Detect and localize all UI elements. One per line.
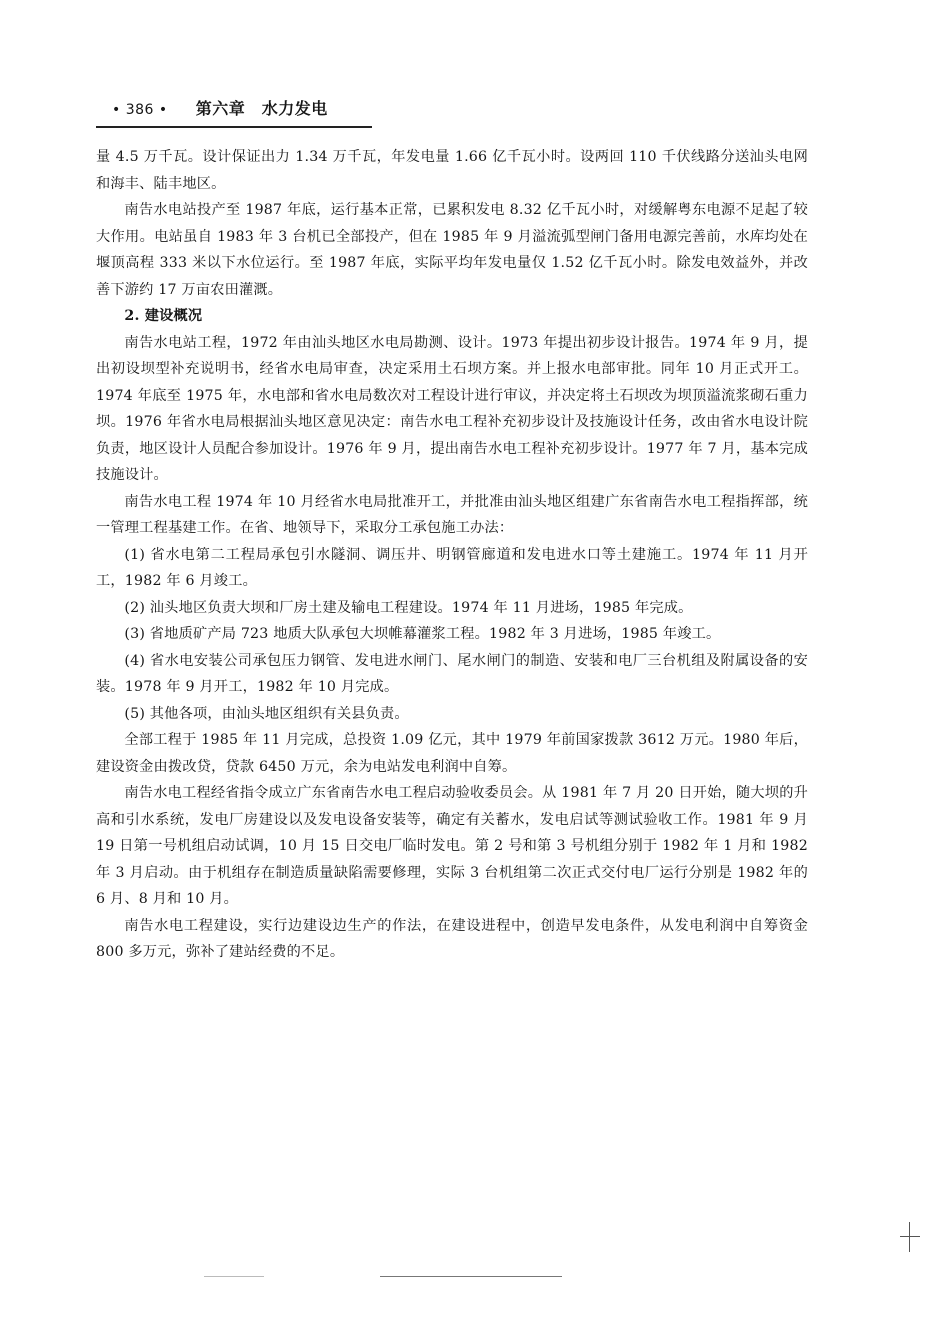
paragraph: 南告水电工程经省指令成立广东省南告水电工程启动验收委员会。从 1981 年 7 月 20 日开始，随大坝的升高和引水系统，发电厂房建设以及发电设备安装等，确定有关蓄水，发电启试等测试验收工作。1981 年 9 月 19 日第一号机组启动试调，10 月 15 日交电厂临时发电。第 2 号和第 3 号机组分别于 1982 年 1 月和 1982 年 3 月启动。由于机组存在制造质量缺陷需要修理，实际 3 台机组第二次正式交付电厂运行分别是 1982 年的 6 月、8 月和 10 月。 [96, 785, 808, 907]
list-item: (1) 省水电第二工程局承包引水隧洞、调压井、明钢管廊道和发电进水口等土建施工。1974 年 11 月开工，1982 年 6 月竣工。 [96, 546, 808, 589]
paragraph: 南告水电工程建设，实行边建设边生产的作法，在建设进程中，创造早发电条件，从发电利润中自筹资金 800 多万元，弥补了建站经费的不足。 [96, 917, 808, 960]
paragraph: 南告水电站工程，1972 年由汕头地区水电局勘测、设计。1973 年提出初步设计报告。1974 年 9 月，提出初设坝型补充说明书，经省水电局审查，决定采用土石坝方案。并上报水电部审批。同年 10 月正式开工。1974 年底至 1975 年，水电部和省水电局数次对工程设计进行审议，并决定将土石坝改为坝顶溢流浆砌石重力坝。1976 年省水电局根据汕头地区意见决定：南告水电工程补充初步设计及技施设计任务，改由省水电设计院负责，地区设计人员配合参加设计。1976 年 9 月，提出南告水电工程补充初步设计。1977 年 7 月，基本完成技施设计。 [96, 334, 808, 483]
page-header [112, 96, 328, 119]
scan-artifact-line [204, 1276, 264, 1277]
section-heading: 2. 建设概况 [124, 308, 203, 324]
crop-mark-vertical [909, 1222, 910, 1252]
page-number: • 386 • [112, 102, 168, 118]
crop-mark [900, 1222, 920, 1252]
paragraph: 量 4.5 万千瓦。设计保证出力 1.34 万千瓦，年发电量 1.66 亿千瓦小时。设两回 110 千伏线路分送汕头电网和海丰、陆丰地区。 [96, 149, 808, 192]
paragraph: 南告水电工程 1974 年 10 月经省水电局批准开工，并批准由汕头地区组建广东省南告水电工程指挥部，统一管理工程基建工作。在省、地领导下，采取分工承包施工办法： [96, 493, 808, 536]
scan-artifact-line [380, 1276, 562, 1277]
paragraph: 全部工程于 1985 年 11 月完成，总投资 1.09 亿元，其中 1979 年前国家拨款 3612 万元。1980 年后，建设资金由拨改贷，贷款 6450 万元，余为电站发电利润中自筹。 [96, 732, 808, 775]
body-text [96, 144, 808, 966]
list-item: (3) 省地质矿产局 723 地质大队承包大坝帷幕灌浆工程。1982 年 3 月进场，1985 年竣工。 [124, 626, 721, 642]
paragraph: 南告水电站投产至 1987 年底，运行基本正常，已累积发电 8.32 亿千瓦小时，对缓解粤东电源不足起了较大作用。电站虽自 1983 年 3 台机已全部投产，但在 1985 年 9 月溢流弧型闸门备用电源完善前，水库均处在堰顶高程 333 米以下水位运行。至 1987 年底，实际平均年发电量仅 1.52 亿千瓦小时。除发电效益外，并改善下游约 17 万亩农田灌溉。 [96, 202, 808, 298]
list-item: (5) 其他各项，由汕头地区组织有关县负责。 [124, 705, 409, 722]
list-item: (2) 汕头地区负责大坝和厂房土建及输电工程建设。1974 年 11 月进场，1985 年完成。 [124, 599, 693, 616]
header-rule [96, 126, 372, 128]
crop-mark-horizontal [900, 1236, 920, 1237]
list-item: (4) 省水电安装公司承包压力钢管、发电进水闸门、尾水闸门的制造、安装和电厂三台机组及附属设备的安装。1978 年 9 月开工，1982 年 10 月完成。 [96, 652, 808, 695]
chapter-title: 第六章 水力发电 [195, 99, 328, 118]
